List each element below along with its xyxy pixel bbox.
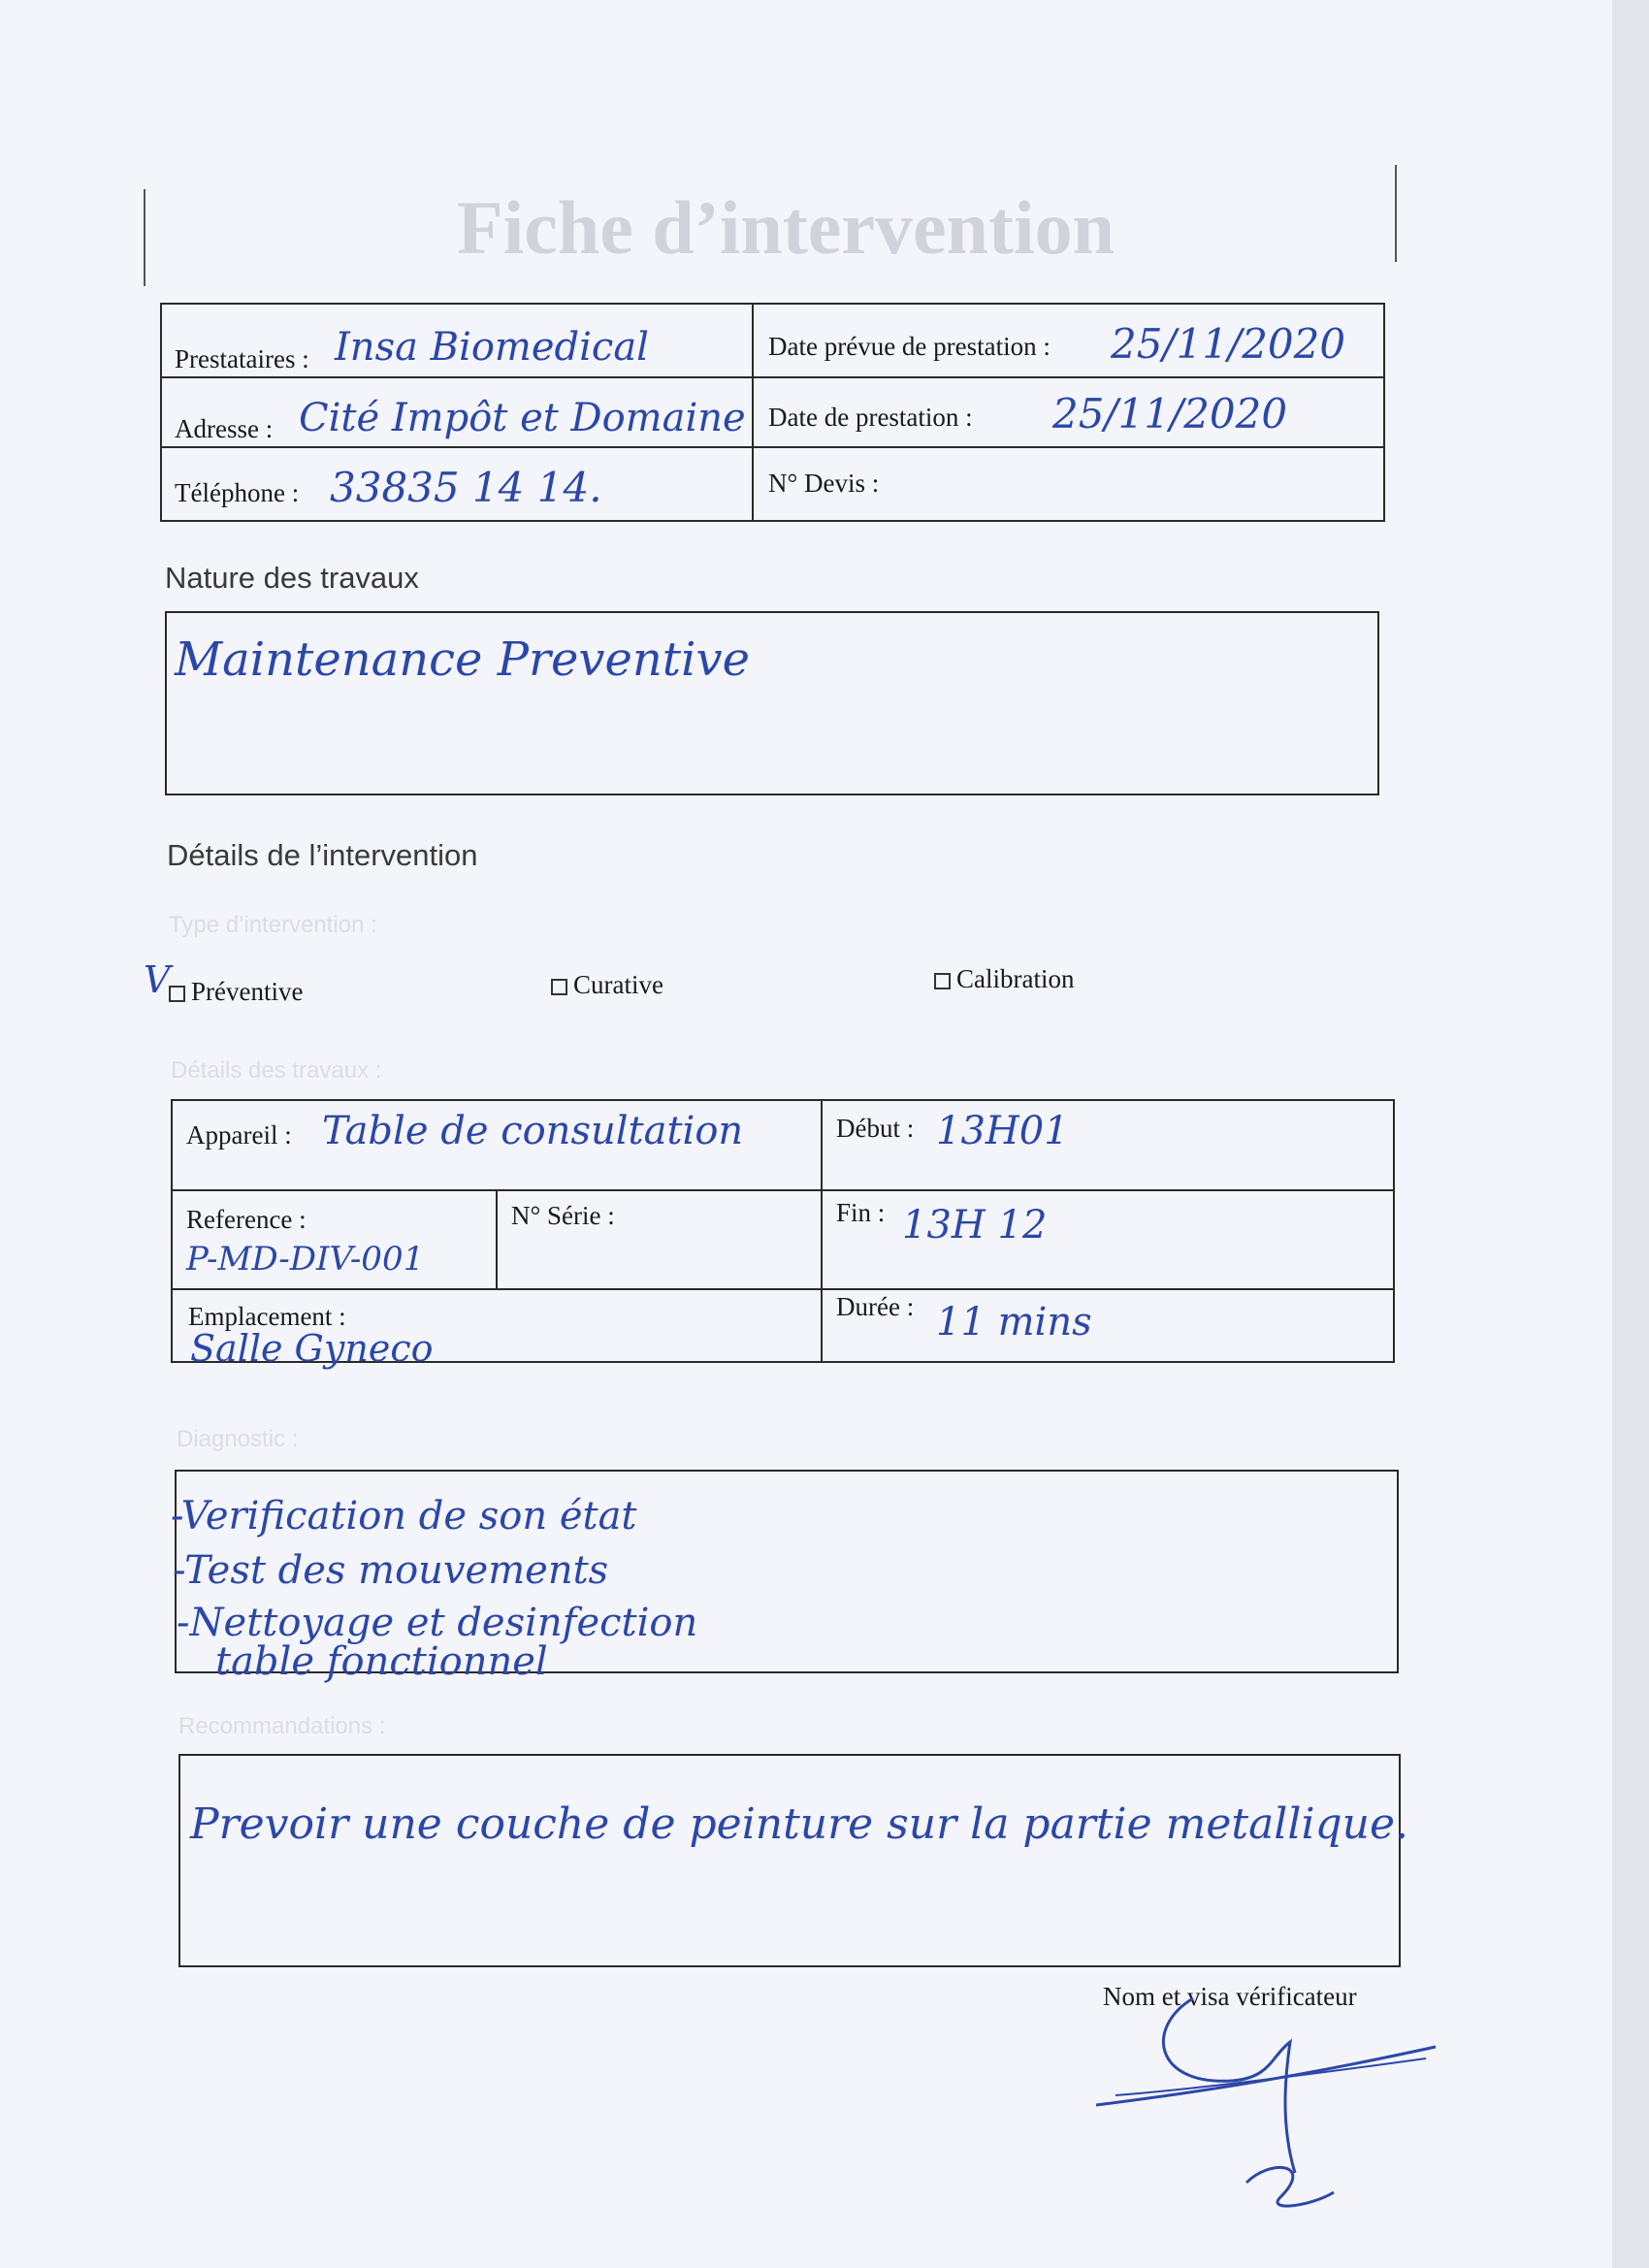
checkbox-preventive[interactable] — [169, 986, 185, 1002]
option-calibration[interactable]: Calibration — [934, 964, 1074, 994]
form-title: Fiche d’intervention — [456, 185, 1116, 270]
address-label: Adresse : — [175, 414, 274, 443]
end-value: 13H 12 — [902, 1203, 1048, 1247]
title-rule-right — [1395, 165, 1397, 262]
work-details-label: Détails des travaux : — [171, 1057, 382, 1084]
diagnostic-label: Diagnostic : — [177, 1426, 299, 1452]
recommendations-label: Recommandations : — [178, 1713, 386, 1739]
verifier-signature — [1086, 1989, 1455, 2241]
duration-label: Durée : — [836, 1292, 915, 1321]
start-label: Début : — [836, 1114, 915, 1143]
diagnostic-line-1: -Verification de son état — [171, 1494, 637, 1539]
address-value: Cité Impôt et Domaine — [299, 396, 746, 440]
phone-label: Téléphone : — [175, 478, 300, 507]
work-nature-heading: Nature des travaux — [165, 561, 419, 595]
start-value: 13H01 — [936, 1109, 1069, 1153]
intervention-type-label: Type d’intervention : — [169, 912, 377, 938]
reference-label: Reference : — [186, 1205, 307, 1234]
duration-value: 11 mins — [936, 1300, 1092, 1345]
location-label: Emplacement : — [188, 1302, 346, 1331]
provider-label: Prestataires : — [175, 344, 309, 373]
serial-number-label: N° Série : — [511, 1201, 615, 1230]
service-date-value: 25/11/2020 — [1052, 390, 1288, 437]
service-date-label: Date de prestation : — [768, 403, 973, 432]
preventive-checkmark: V — [144, 958, 171, 1001]
provider-value: Insa Biomedical — [335, 325, 649, 370]
option-preventive[interactable]: Préventive — [169, 977, 303, 1007]
title-rule-left — [144, 189, 146, 286]
diagnostic-line-4: table fonctionnel — [215, 1639, 548, 1684]
scan-page-edge — [1612, 0, 1649, 2268]
work-nature-value: Maintenance Preventive — [175, 632, 750, 687]
phone-value: 33835 14 14. — [330, 464, 602, 511]
quote-number-label: N° Devis : — [768, 469, 880, 498]
planned-date-value: 25/11/2020 — [1111, 320, 1346, 368]
diagnostic-line-2: -Test des mouvements — [173, 1548, 609, 1593]
end-label: Fin : — [836, 1198, 886, 1227]
recommendations-value: Prevoir une couche de peinture sur la partie metallique. — [190, 1799, 1409, 1849]
diagnostic-line-3: -Nettoyage et desinfection — [177, 1601, 698, 1645]
checkbox-curative[interactable] — [551, 979, 567, 995]
checkbox-calibration[interactable] — [934, 973, 951, 989]
planned-date-label: Date prévue de prestation : — [768, 332, 1051, 361]
location-value: Salle Gyneco — [190, 1327, 434, 1370]
device-label: Appareil : — [186, 1120, 292, 1150]
details-heading: Détails de l’intervention — [167, 838, 478, 872]
option-curative[interactable]: Curative — [551, 970, 663, 1000]
recommendations-box — [178, 1754, 1401, 1967]
reference-value: P-MD-DIV-001 — [186, 1240, 425, 1279]
device-value: Table de consultation — [322, 1109, 744, 1153]
verifier-signature-label: Nom et visa vérificateur — [1103, 1982, 1357, 2011]
